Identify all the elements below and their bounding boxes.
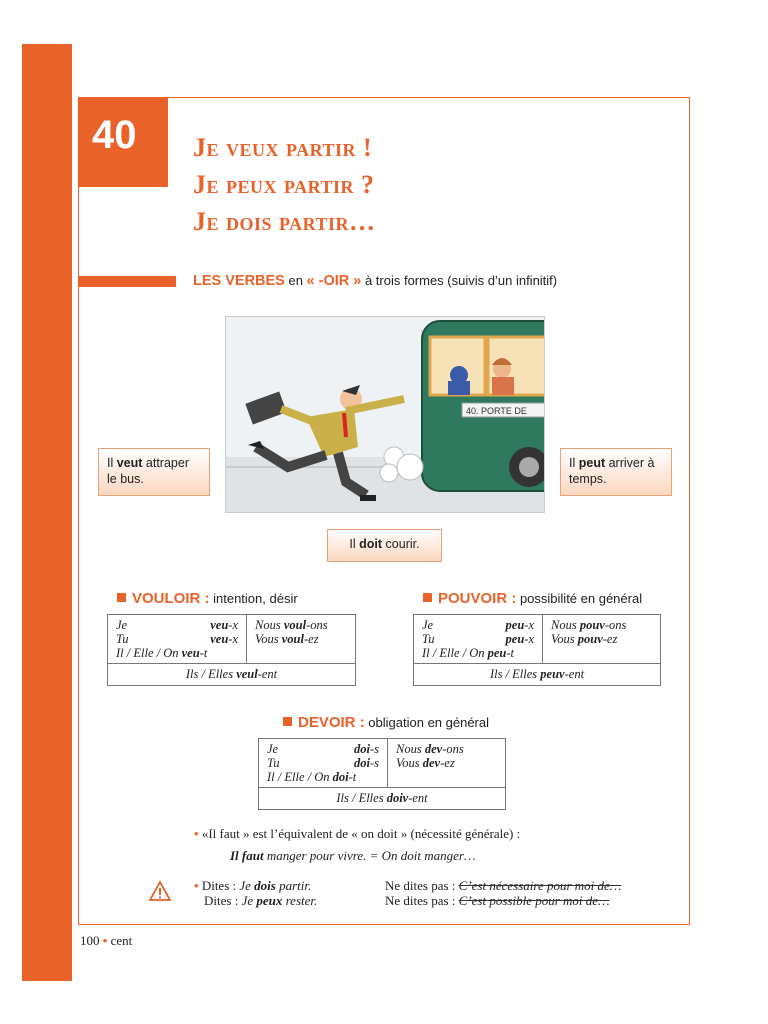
pronoun: Il / Elle / On <box>422 646 485 660</box>
ne-dites-pas-1 <box>385 878 621 893</box>
stem: veu <box>210 618 229 632</box>
stem: peu <box>487 646 507 660</box>
side-strip <box>22 44 72 981</box>
note-doit-pre: Il <box>349 537 360 551</box>
ending: -t <box>199 646 208 660</box>
conj-row <box>396 756 497 770</box>
ending: -x <box>228 618 238 632</box>
ending: -ons <box>604 618 627 632</box>
stem: pouv <box>577 632 603 646</box>
note-peut <box>560 448 672 496</box>
ending: -ez <box>440 756 455 770</box>
wrong-phrase: C’est possible pour moi de… <box>458 893 610 908</box>
pronoun: Nous <box>396 742 422 756</box>
page-footer <box>80 933 132 949</box>
pouvoir-third-plural <box>414 664 661 686</box>
pouvoir-table <box>413 614 661 686</box>
pronoun: Tu <box>267 756 280 770</box>
ending: -ons <box>306 618 328 632</box>
ending: -ent <box>564 667 585 681</box>
conj-row <box>267 756 379 770</box>
pronoun: Ils / Elles <box>489 667 541 681</box>
pouvoir-meaning: possibilité en général <box>516 591 643 606</box>
pronoun: Vous <box>396 756 420 770</box>
pronoun: Nous <box>551 618 577 632</box>
pronoun: Vous <box>551 632 575 646</box>
pronoun: Nous <box>255 618 281 632</box>
ending: -s <box>369 742 379 756</box>
conj-row <box>116 618 238 632</box>
pronoun: Je <box>267 742 279 756</box>
stem: dev <box>424 742 443 756</box>
conj-row <box>551 618 652 632</box>
pouvoir-heading <box>423 590 642 607</box>
conj-row <box>267 742 379 756</box>
conj-row <box>422 632 534 646</box>
stem: dev <box>422 756 441 770</box>
lesson-number: 40 <box>92 113 137 157</box>
pouvoir-plural <box>543 615 661 664</box>
dites-label: Dites : <box>204 893 242 908</box>
dites-b: partir. <box>275 878 312 893</box>
vouloir-heading <box>117 590 298 607</box>
stem: veul <box>236 667 258 681</box>
intro-strong-1: LES VERBES <box>193 273 285 289</box>
il-faut-strong: Il faut <box>230 848 264 863</box>
ne-dites-pas-2 <box>385 893 621 908</box>
pronoun: Il / Elle / On <box>267 770 330 784</box>
conj-row <box>255 632 347 646</box>
title-line-3: Je dois partir… <box>193 207 376 236</box>
devoir-heading <box>283 714 489 731</box>
pouvoir-singular <box>414 615 543 664</box>
pronoun: Il / Elle / On <box>116 646 179 660</box>
bus-illustration <box>225 316 545 513</box>
warning-right <box>385 878 621 908</box>
note-veut-post: attraper le bus. <box>107 456 189 486</box>
stem: peuv <box>540 667 565 681</box>
conj-row <box>396 742 497 756</box>
ending: -ons <box>442 742 464 756</box>
conj-row <box>116 632 238 646</box>
conj-row <box>422 646 534 660</box>
vouloir-table <box>107 614 356 686</box>
dites-a: Je <box>239 878 255 893</box>
ending: -ent <box>408 791 428 805</box>
pronoun: Je <box>116 618 128 632</box>
page-number: 100 <box>80 933 100 948</box>
devoir-name: DEVOIR : <box>298 714 365 731</box>
vouloir-singular <box>108 615 247 664</box>
square-bullet-icon <box>117 593 126 602</box>
title-line-2: Je peux partir ? <box>193 170 375 199</box>
lesson-number-tail <box>78 150 98 190</box>
conj-row <box>267 770 379 784</box>
dites-a: Je <box>241 893 257 908</box>
intro-strong-2: « -OIR » <box>306 273 362 289</box>
intro-line <box>193 273 557 289</box>
note-peut-post: arriver à temps. <box>569 456 655 486</box>
dites-b: rester. <box>282 893 318 908</box>
title-line-1: Je veux partir ! <box>193 133 373 162</box>
bullet-icon: • <box>102 933 108 948</box>
stem: doi <box>353 756 370 770</box>
il-faut-line <box>194 826 520 842</box>
stem: doiv <box>386 791 409 805</box>
note-peut-pre: Il <box>569 456 579 470</box>
bullet-icon: • <box>194 878 199 893</box>
pouvoir-name: POUVOIR : <box>438 590 517 607</box>
il-faut-rest: manger pour vivre. = On doit manger… <box>263 848 476 863</box>
pronoun: Ils / Elles <box>185 667 237 681</box>
stem: voul <box>281 632 304 646</box>
square-bullet-icon <box>423 593 432 602</box>
stem: pouv <box>579 618 605 632</box>
note-peut-verb: peut <box>578 456 606 470</box>
ending: -x <box>524 632 534 646</box>
devoir-meaning: obligation en général <box>364 715 490 730</box>
dites-verb: dois <box>254 878 276 893</box>
vouloir-name: VOULOIR : <box>132 590 210 607</box>
warning-line-1 <box>194 878 317 893</box>
ending: -t <box>348 770 357 784</box>
stem: peu <box>505 632 525 646</box>
devoir-table <box>258 738 506 810</box>
pronoun: Tu <box>422 632 435 646</box>
conj-row <box>116 646 238 660</box>
ending: -ent <box>257 667 278 681</box>
devoir-singular <box>259 739 388 788</box>
pronoun: Vous <box>255 632 279 646</box>
ending: -t <box>506 646 515 660</box>
ending: -x <box>524 618 534 632</box>
warning-line-2 <box>194 893 317 908</box>
il-faut-text: «Il faut » est l’équivalent de « on doit » (nécessité générale) : <box>201 826 521 841</box>
note-veut <box>98 448 210 496</box>
dites-verb: peux <box>256 893 283 908</box>
warning-left <box>194 878 317 908</box>
devoir-plural <box>388 739 506 788</box>
conj-row <box>255 618 347 632</box>
bus-scene-image <box>226 317 545 513</box>
devoir-third-plural <box>259 788 506 810</box>
pronoun: Ils / Elles <box>336 791 387 805</box>
bullet-icon: • <box>194 826 199 841</box>
intro-rest: à trois formes (suivis d’un infinitif) <box>361 273 558 288</box>
stem: voul <box>283 618 307 632</box>
stem: veu <box>210 632 229 646</box>
stem: doi <box>332 770 349 784</box>
ne-dites-pas-label: Ne dites pas : <box>385 893 459 908</box>
bus-sign: 40. PORTE DE <box>466 406 527 416</box>
stem: veu <box>181 646 200 660</box>
conj-row <box>551 632 652 646</box>
section-bar <box>78 276 176 287</box>
warning-icon <box>148 880 172 902</box>
dites-label: Dites : <box>201 878 240 893</box>
ending: -ez <box>602 632 618 646</box>
intro-mid: en <box>284 273 307 288</box>
square-bullet-icon <box>283 717 292 726</box>
vouloir-third-plural <box>108 664 356 686</box>
note-doit-verb: doit <box>359 537 383 551</box>
page-word: cent <box>110 933 133 948</box>
ending: -x <box>228 632 238 646</box>
ending: -ez <box>303 632 319 646</box>
pronoun: Je <box>422 618 434 632</box>
wrong-phrase: C’est nécessaire pour moi de… <box>458 878 622 893</box>
note-veut-pre: Il <box>107 456 117 470</box>
ending: -s <box>369 756 379 770</box>
note-doit-post: courir. <box>382 537 420 551</box>
ne-dites-pas-label: Ne dites pas : <box>385 878 459 893</box>
conj-row <box>422 618 534 632</box>
stem: peu <box>505 618 525 632</box>
pronoun: Tu <box>116 632 129 646</box>
vouloir-meaning: intention, désir <box>209 591 298 606</box>
note-doit <box>327 529 442 562</box>
il-faut-example <box>230 848 476 864</box>
stem: doi <box>353 742 370 756</box>
vouloir-plural <box>247 615 356 664</box>
note-veut-verb: veut <box>116 456 143 470</box>
